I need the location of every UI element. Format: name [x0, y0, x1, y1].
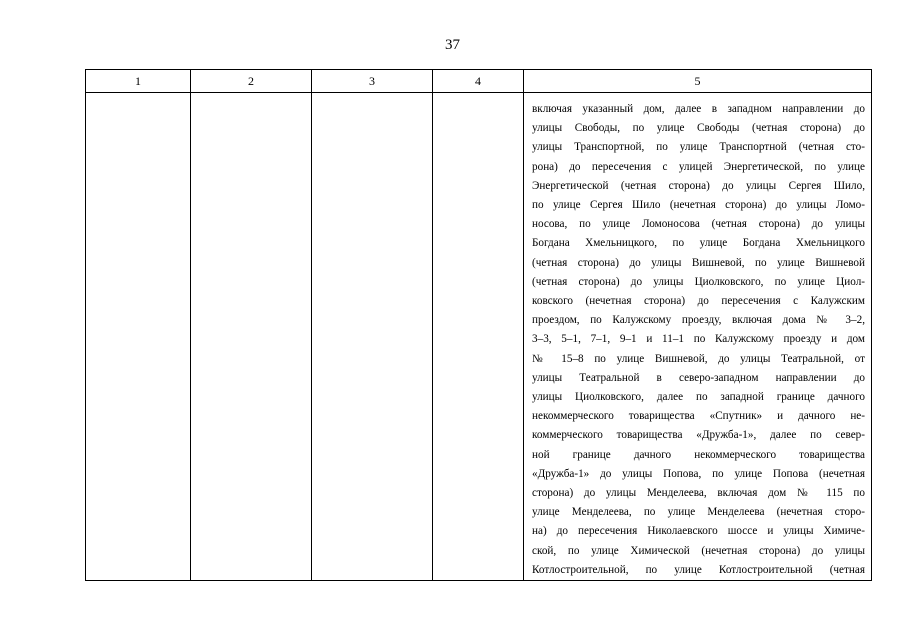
text-line: сторона) до улицы Менделеева, включая дом № 115 по [532, 487, 865, 500]
text-line: (четная сторона) до улицы Вишневой, по улице Вишневой [532, 256, 865, 269]
text-line: улице Менделеева, по улице Менделеева (нечетная сторо- [532, 506, 865, 519]
column-header-5: 5 [524, 70, 872, 93]
cell-col-3 [312, 93, 433, 581]
cell-col-4 [433, 93, 524, 581]
text-line: ской, по улице Химической (нечетная сторона) до улицы [532, 544, 865, 557]
text-line: носова, по улице Ломоносова (четная сторона) до улицы [532, 218, 865, 231]
text-line: улицы Транспортной, по улице Транспортной (четная сто- [532, 141, 865, 154]
document-table [85, 69, 872, 581]
cell-col-2 [191, 93, 312, 581]
text-line: 3–3, 5–1, 7–1, 9–1 и 11–1 по Калужскому проезду и дом [532, 333, 865, 346]
column-header-2: 2 [191, 70, 312, 93]
route-description [524, 93, 871, 580]
column-header-1: 1 [86, 70, 191, 93]
page-number: 37 [445, 37, 460, 53]
cell-col-1 [86, 93, 191, 581]
text-line: Богдана Хмельницкого, по улице Богдана Хмельницкого [532, 237, 865, 250]
text-line: по улице Сергея Шило (нечетная сторона) до улицы Ломо- [532, 199, 865, 212]
text-line: включая указанный дом, далее в западном направлении до [532, 103, 865, 115]
text-line: ной границе дачного некоммерческого товарищества [532, 448, 865, 461]
text-line: Энергетической (четная сторона) до улицы Сергея Шило, [532, 179, 865, 192]
text-line: рона) до пересечения с улицей Энергетической, по улице [532, 160, 865, 173]
cell-col-5 [524, 93, 872, 581]
text-line: (четная сторона) до улицы Циолковского, по улице Циол- [532, 275, 865, 288]
text-line: улицы Циолковского, далее по западной границе дачного [532, 391, 865, 404]
text-line: коммерческого товарищества «Дружба-1», далее по север- [532, 429, 865, 442]
table-header-row [86, 70, 872, 93]
column-header-3: 3 [312, 70, 433, 93]
text-line: № 15–8 по улице Вишневой, до улицы Театральной, от [532, 352, 865, 365]
text-line: улицы Свободы, по улице Свободы (четная сторона) до [532, 122, 865, 135]
text-line: улицы Театральной в северо-западном направлении до [532, 371, 865, 384]
text-line: ковского (нечетная сторона) до пересечения с Калужским [532, 295, 865, 308]
text-line: на) до пересечения Николаевского шоссе и улицы Химиче- [532, 525, 865, 538]
text-line: проездом, по Калужскому проезду, включая дома № 3–2, [532, 314, 865, 327]
text-line: «Дружба-1» до улицы Попова, по улице Попова (нечетная [532, 467, 865, 480]
table-row [86, 93, 872, 581]
column-header-4: 4 [433, 70, 524, 93]
text-line: Котлостроительной, по улице Котлостроительной (четная [532, 563, 865, 576]
text-line: некоммерческого товарищества «Спутник» и дачного не- [532, 410, 865, 423]
